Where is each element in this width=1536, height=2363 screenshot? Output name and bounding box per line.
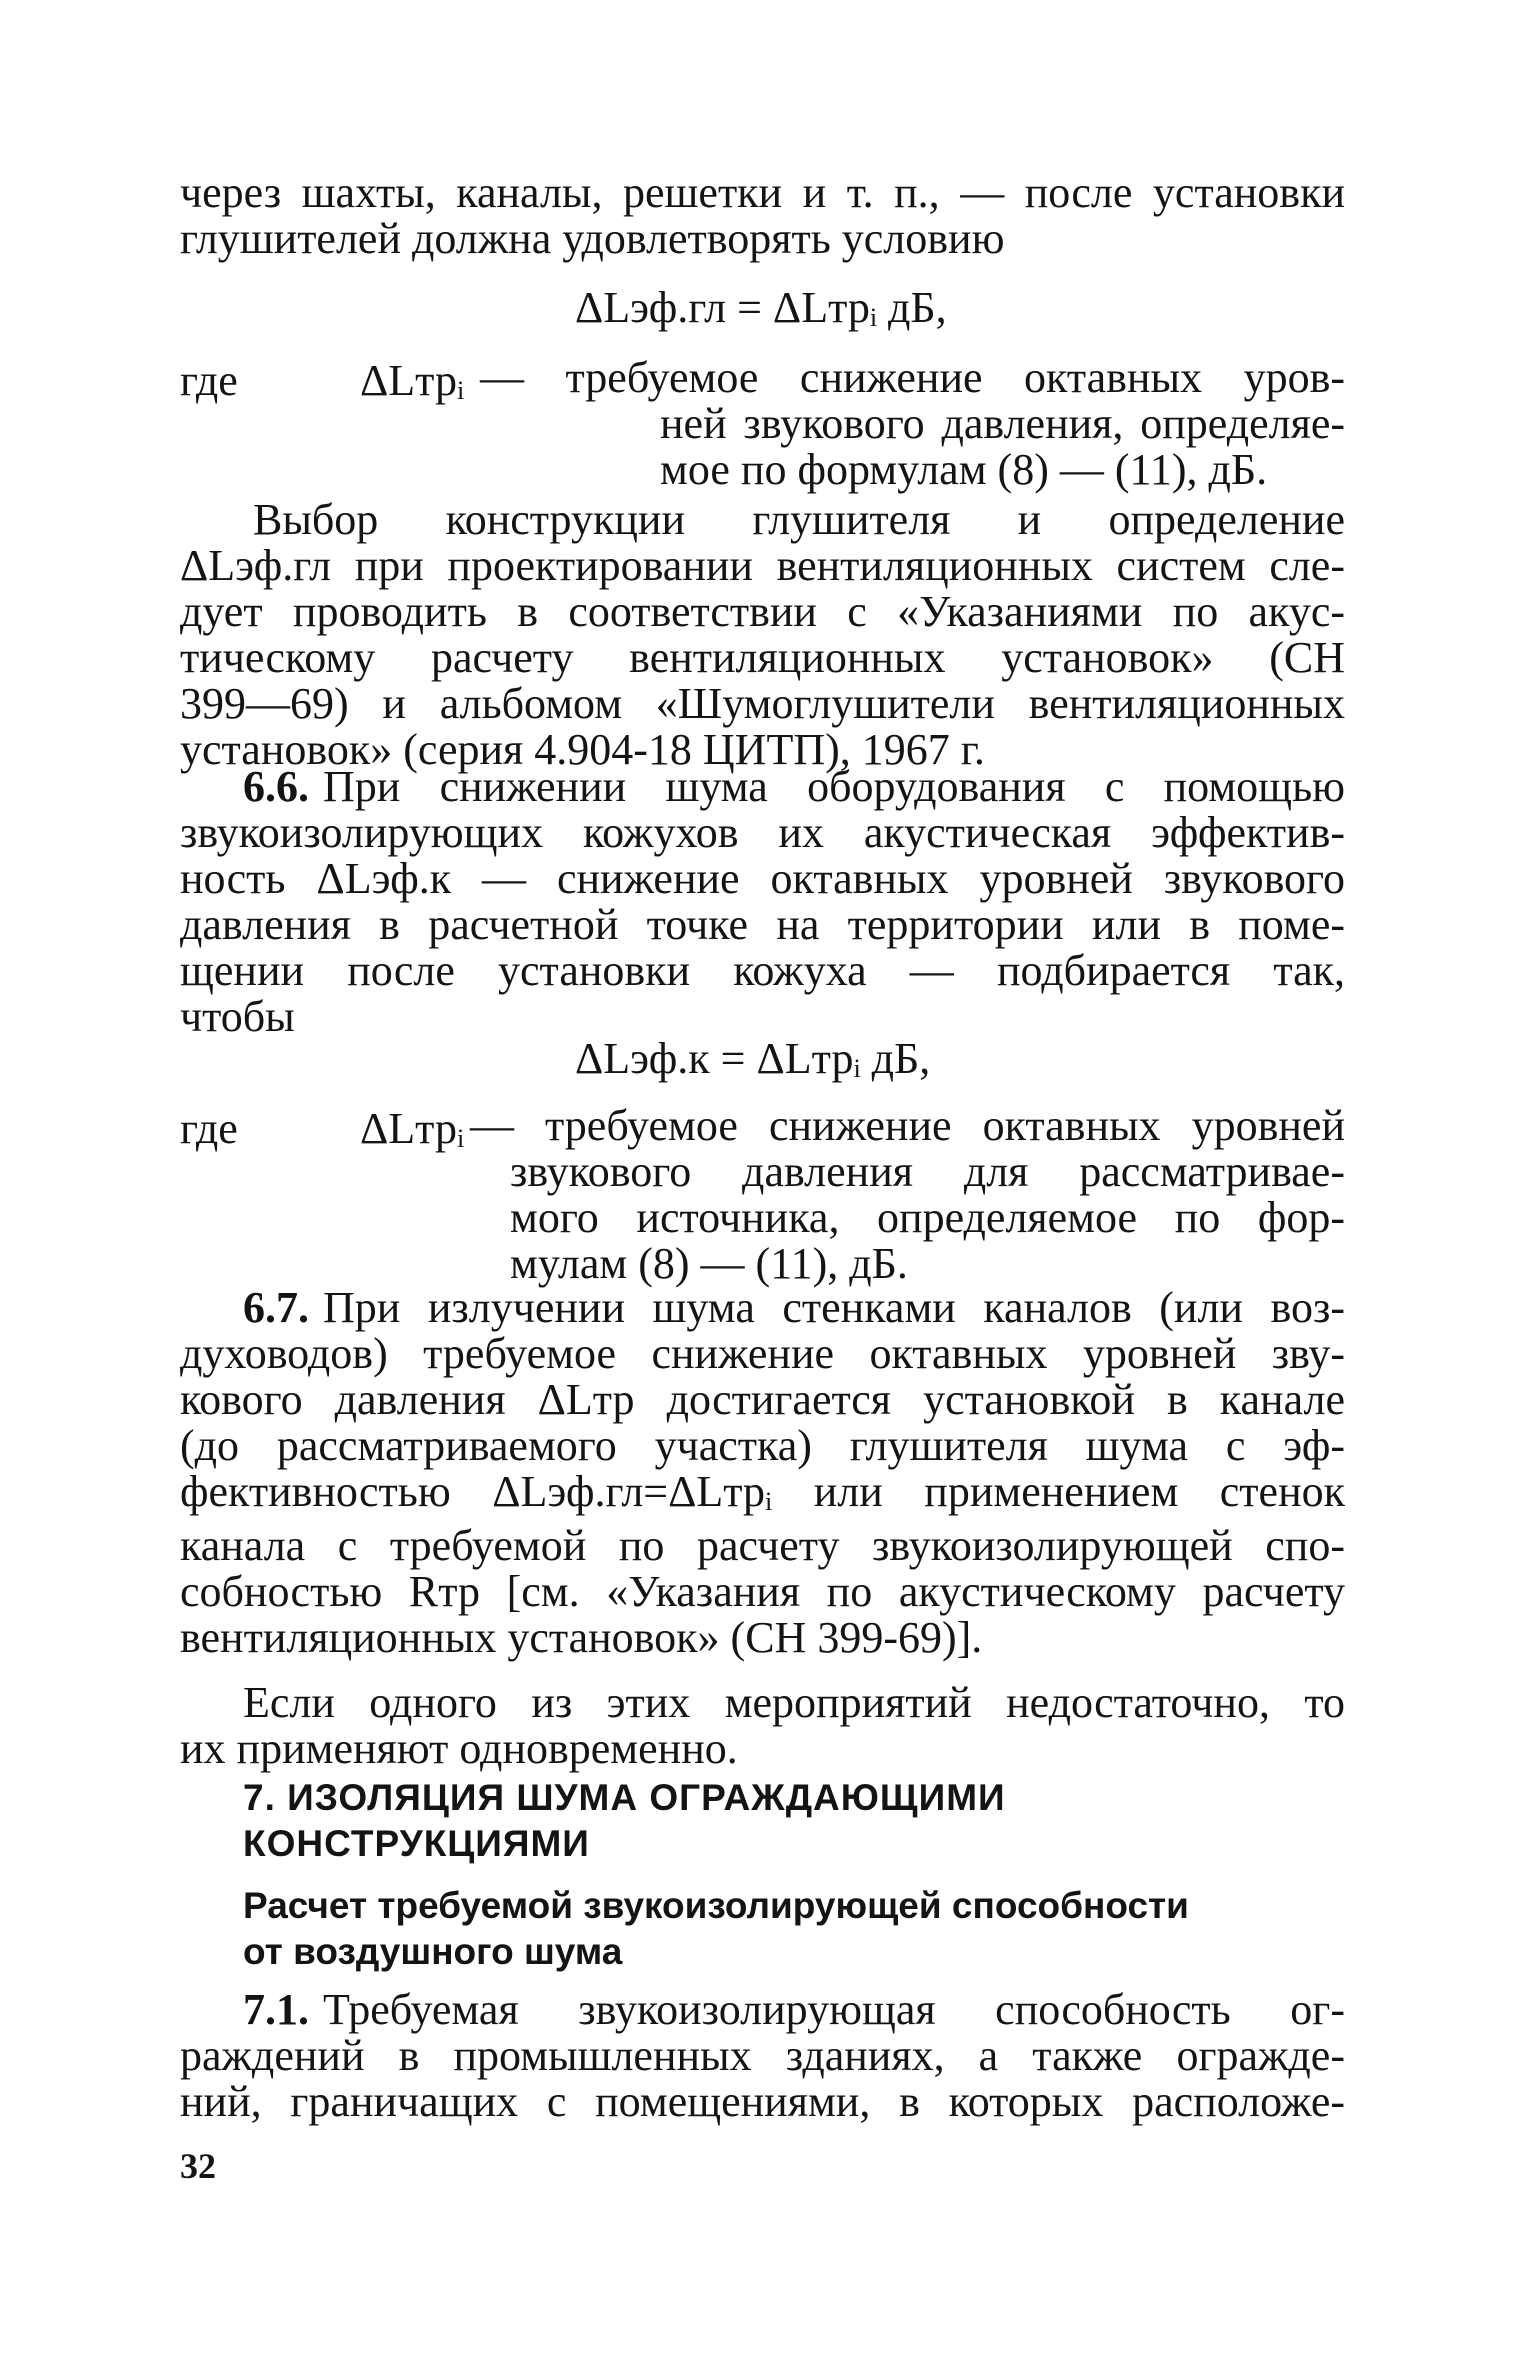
paragraph-7-1 — [180, 1987, 1345, 2125]
paragraph-number: 6.6. — [243, 762, 309, 811]
paragraph-number: 6.7. — [243, 1283, 309, 1332]
text-line: установок» (серия 4.904-18 ЦИТП), 1967 г. — [180, 725, 985, 774]
text-line: ней звукового давления, определяе- — [660, 399, 1345, 448]
text-line: через шахты, каналы, решетки и т. п., — после установки — [180, 168, 1345, 217]
text-line: Если одного из этих мероприятий недостаточно, то — [243, 1678, 1345, 1727]
where-label: где — [180, 1104, 238, 1153]
text-line: глушителей должна удовлетворять условию — [180, 214, 1005, 263]
text-line: духоводов) требуемое снижение октавных уровней зву- — [180, 1329, 1345, 1378]
text-line: вентиляционных установок» (СН 399-69)]. — [180, 1613, 983, 1662]
paragraph-number: 7.1. — [243, 1985, 309, 2034]
paragraph-intro — [180, 170, 1345, 262]
text-line: дует проводить в соответствии с «Указаниями по акус- — [180, 587, 1345, 636]
heading-line: КОНСТРУКЦИЯМИ — [243, 1823, 590, 1864]
text-line: фективностью ΔLэф.гл=ΔLтрᵢ или применением стенок — [180, 1467, 1345, 1516]
text-line: их применяют одновременно. — [180, 1724, 738, 1773]
text-line-numbered — [180, 1987, 1345, 2033]
heading-line: от воздушного шума — [243, 1931, 623, 1972]
text-line: давления в расчетной точке на территории или в поме- — [180, 900, 1345, 949]
text-line: звукового давления для рассматривае- — [510, 1147, 1345, 1196]
text-line: мулам (8) — (11), дБ. — [510, 1239, 908, 1288]
text-line: Требуемая звукоизолирующая способность ог- — [323, 1985, 1345, 2034]
definition-2 — [470, 1103, 1345, 1287]
text-line: щении после установки кожуха — подбирается так, — [180, 946, 1345, 995]
paragraph-6-6 — [180, 764, 1345, 1040]
text-line: собностью Rтр [см. «Указания по акустическому расчету — [180, 1567, 1345, 1616]
text-line: (до рассматриваемого участка) глушителя шума с эф- — [180, 1421, 1345, 1470]
text-line: ΔLэф.гл при проектировании вентиляционных систем сле- — [180, 541, 1345, 590]
text-line: раждений в промышленных зданиях, а также огражде- — [180, 2031, 1345, 2080]
text-line: При излучении шума стенками каналов (или воз- — [323, 1283, 1345, 1332]
equation-2: ΔLэф.к = ΔLтрᵢ дБ, — [575, 1034, 931, 1083]
paragraph-6-7 — [180, 1285, 1345, 1661]
text-line: При снижении шума оборудования с помощью — [323, 762, 1345, 811]
text-line: ний, граничащих с помещениями, в которых расположе- — [180, 2077, 1345, 2126]
where-label: где — [180, 356, 238, 405]
text-line: — требуемое снижение октавных уровней — [470, 1101, 1345, 1150]
subsection-heading — [243, 1883, 1189, 1975]
text-line-numbered — [180, 764, 1345, 810]
text-line: — требуемое снижение октавных уров- — [480, 353, 1345, 402]
text-line: мое по формулам (8) — (11), дБ. — [660, 445, 1268, 494]
text-line: тическому расчету вентиляционных установок» (СН — [180, 633, 1345, 682]
text-line-numbered — [180, 1285, 1345, 1331]
text-line: ность ΔLэф.к — снижение октавных уровней звукового — [180, 854, 1345, 903]
text-line: мого источника, определяемое по фор- — [510, 1193, 1345, 1242]
definition-1 — [480, 355, 1345, 493]
text-line: 399—69) и альбомом «Шумоглушители вентиляционных — [180, 679, 1345, 728]
equation-1: ΔLэф.гл = ΔLтрᵢ дБ, — [575, 283, 947, 332]
heading-line: Расчет требуемой звукоизолирующей способности — [243, 1885, 1189, 1926]
text-line: канала с требуемой по расчету звукоизолирующей спо- — [180, 1521, 1345, 1570]
text-line: звукоизолирующих кожухов их акустическая эффектив- — [180, 808, 1345, 857]
page-number: 32 — [180, 2146, 216, 2186]
paragraph-combined — [180, 1680, 1345, 1772]
text-line: Выбор конструкции глушителя и определение — [253, 495, 1345, 544]
definition-symbol: ΔLтрᵢ — [360, 356, 465, 405]
paragraph-selection — [180, 497, 1345, 773]
heading-line: 7. ИЗОЛЯЦИЯ ШУМА ОГРАЖДАЮЩИМИ — [243, 1777, 1006, 1818]
text-line: чтобы — [180, 992, 295, 1041]
text-line: кового давления ΔLтр достигается установкой в канале — [180, 1375, 1345, 1424]
definition-symbol: ΔLтрᵢ — [360, 1104, 465, 1153]
section-heading — [243, 1775, 1006, 1867]
